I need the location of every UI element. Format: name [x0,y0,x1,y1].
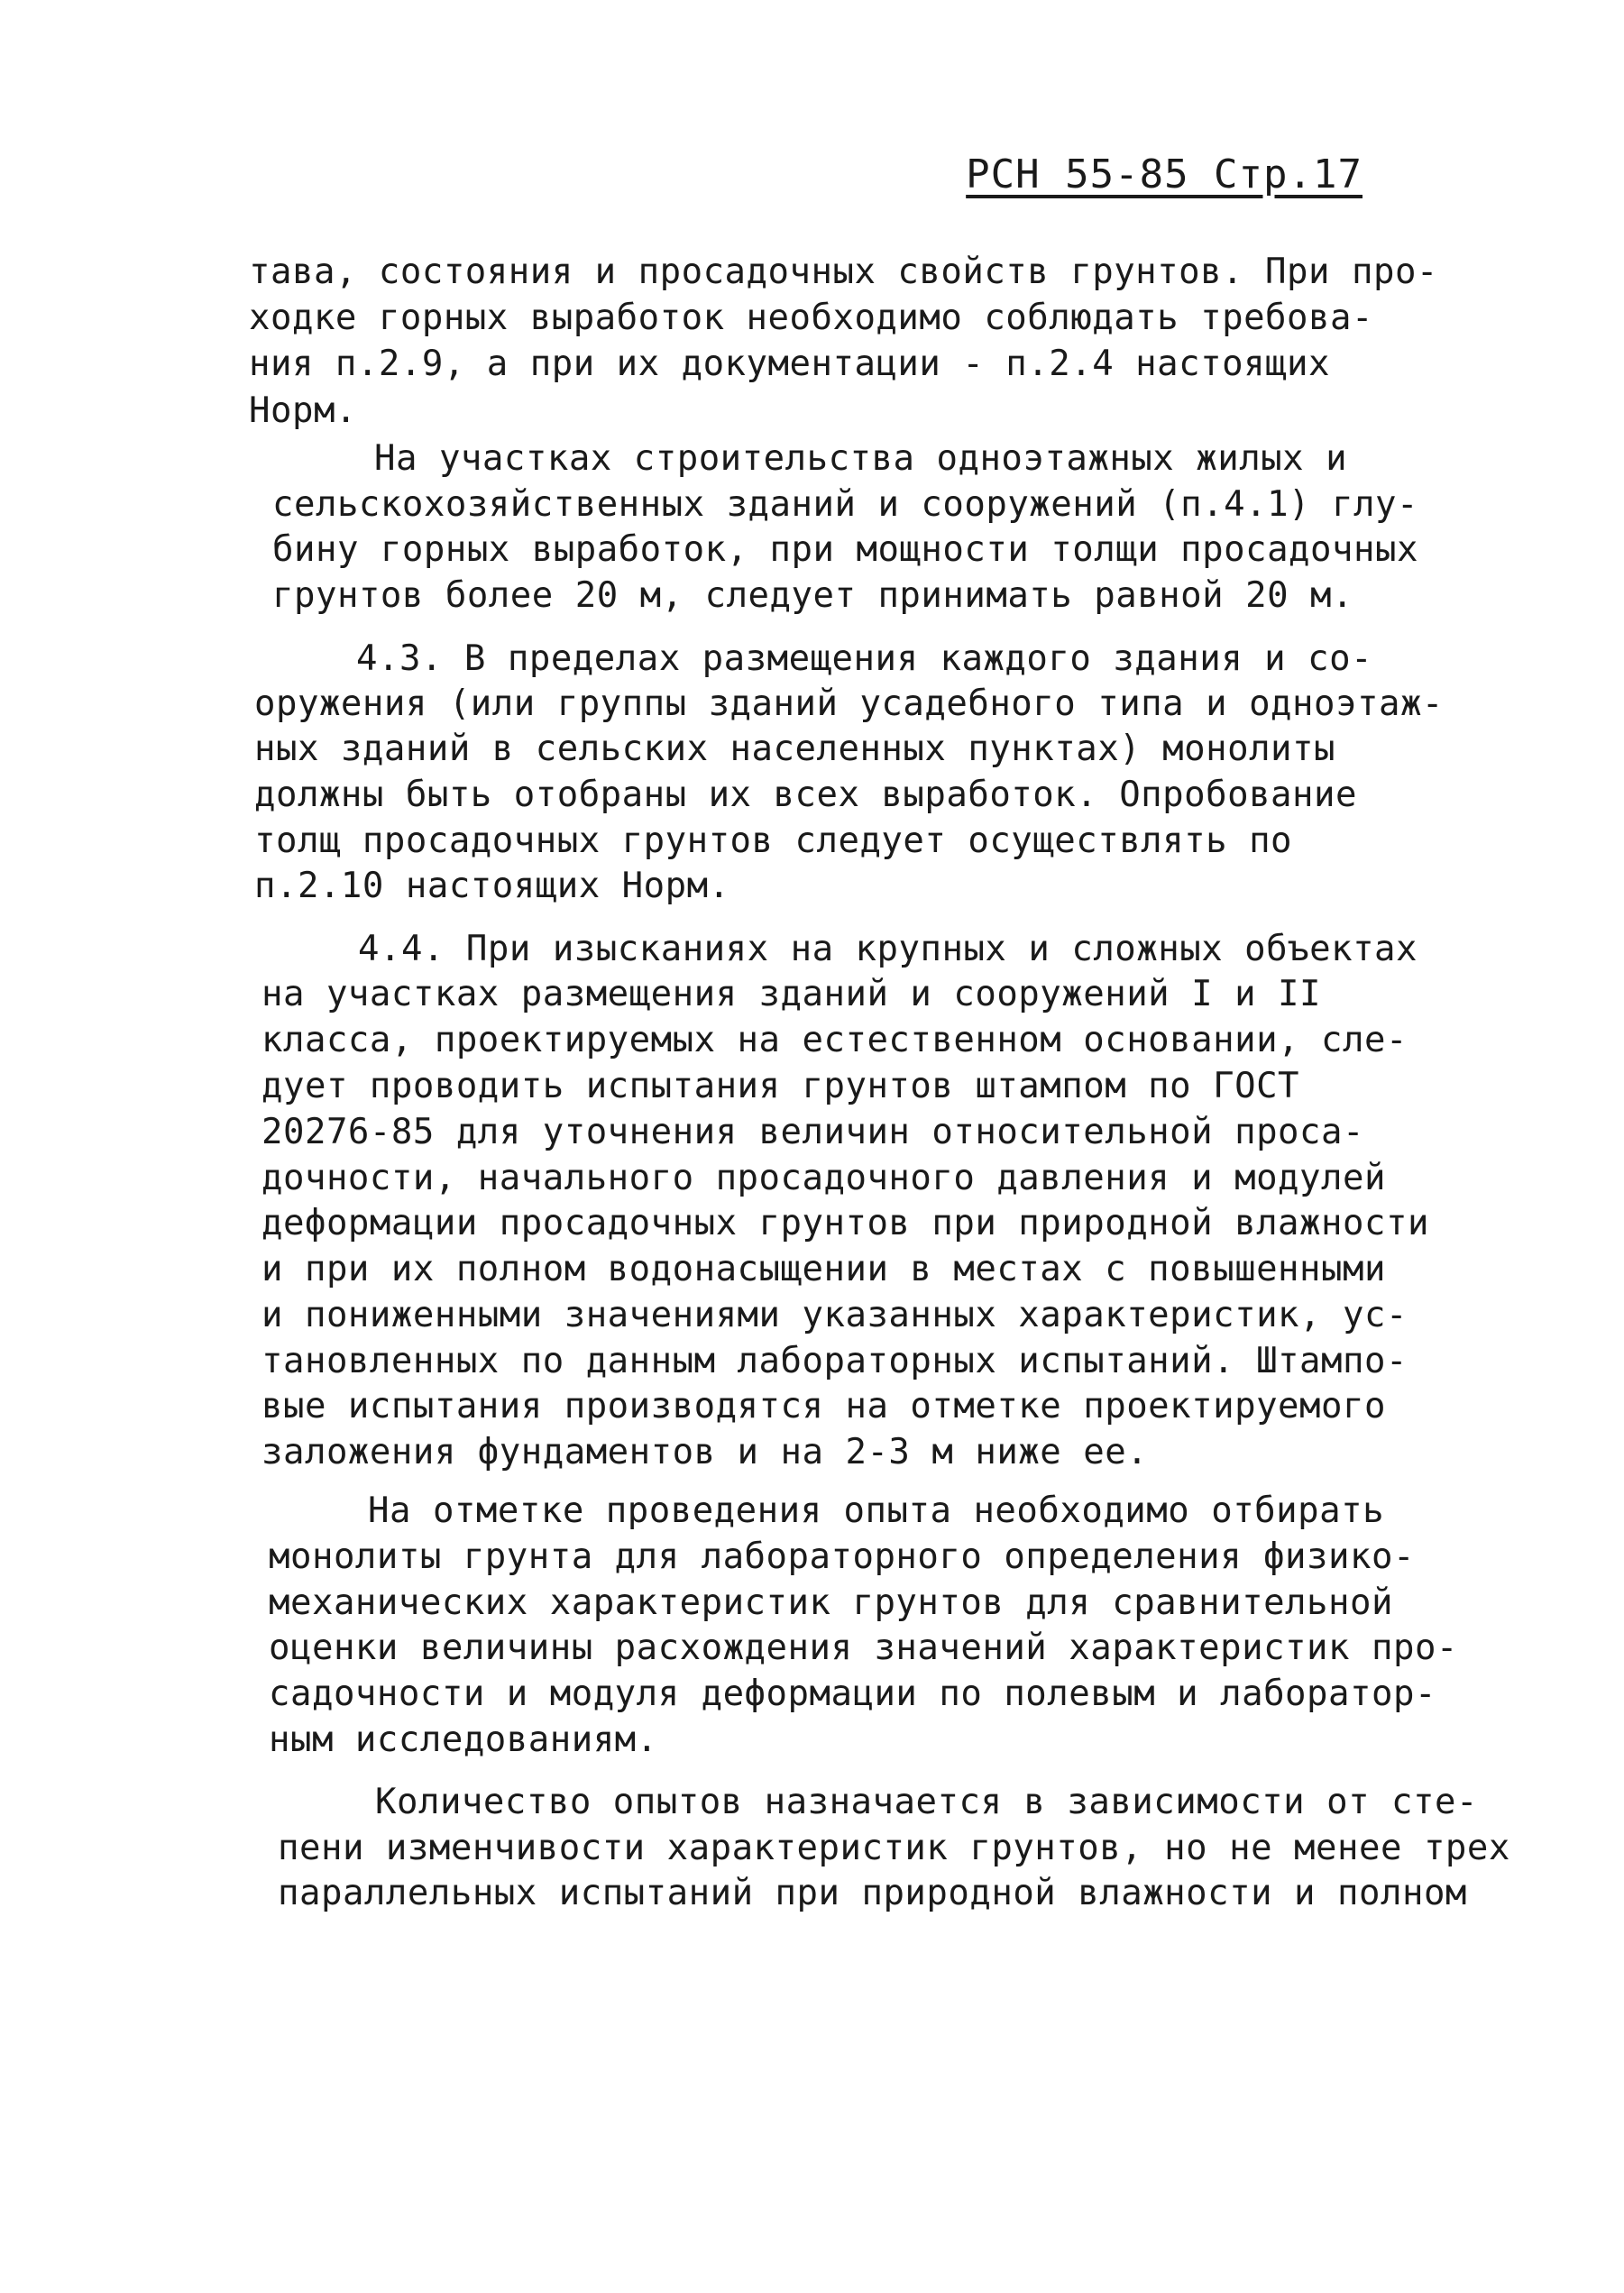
text-line: на участках размещения зданий и сооружений I и II [261,974,1322,1014]
text-line: параллельных испытаний при природной влажности и полном [278,1873,1467,1913]
text-line: тановленных по данным лабораторных испытаний. Штампо- [261,1341,1408,1381]
text-line: дует проводить испытания грунтов штампом по ГОСТ [261,1066,1300,1106]
text-line: На отметке проведения опыта необходимо отбирать [368,1490,1385,1531]
text-line: пени изменчивости характеристик грунтов, но не менее трех [278,1828,1510,1868]
text-line: деформации просадочных грунтов при природной влажности [261,1203,1429,1243]
text-line: ния п.2.9, а при их документации - п.2.4 настоящих [249,344,1330,384]
text-line: садочности и модуля деформации по полевым и лаборатор- [269,1674,1436,1714]
text-line: п.2.10 настоящих Норм. [254,866,730,906]
text-line: и при их полном водонасыщении в местах с повышенными [261,1249,1386,1289]
text-line: оружения (или группы зданий усадебного типа и одноэтаж- [254,683,1444,724]
text-line: механических характеристик грунтов для сравнительной [269,1582,1393,1623]
text-line: класса, проектируемых на естественном основании, сле- [261,1020,1408,1060]
text-line: 20276-85 для уточнения величин относительной проса- [261,1112,1364,1152]
text-line: грунтов более 20 м, следует принимать равной 20 м. [272,575,1353,616]
text-line: Норм. [249,390,357,431]
text-line: должны быть отобраны их всех выработок. Опробование [254,775,1357,815]
text-line: 4.4. При изысканиях на крупных и сложных объектах [358,929,1418,969]
text-line: тава, состояния и просадочных свойств грунтов. При про- [249,252,1438,292]
page-header-doc-ref: РСН 55-85 Стр.17 [966,151,1363,197]
text-line: оценки величины расхождения значений характеристик про- [269,1628,1458,1668]
text-line: На участках строительства одноэтажных жилых и [374,438,1348,479]
text-line: и пониженными значениями указанных характеристик, ус- [261,1295,1408,1335]
text-line: толщ просадочных грунтов следует осуществлять по [254,821,1293,861]
text-line: ным исследованиям. [269,1720,658,1760]
text-line: заложения фундаментов и на 2-3 м ниже ее. [261,1432,1149,1472]
text-line: вые испытания производятся на отметке проектируемого [261,1386,1386,1426]
text-line: ходке горных выработок необходимо соблюдать требова- [249,298,1373,338]
text-line: монолиты грунта для лабораторного определения физико- [269,1536,1415,1577]
text-line: ных зданий в сельских населенных пунктах) монолиты [254,729,1335,769]
text-line: бину горных выработок, при мощности толщи просадочных [272,529,1418,570]
text-line: дочности, начального просадочного давления и модулей [261,1158,1386,1198]
text-line: сельскохозяйственных зданий и сооружений (п.4.1) глу- [272,484,1418,525]
text-line: Количество опытов назначается в зависимости от сте- [375,1782,1478,1822]
text-line: 4.3. В пределах размещения каждого здания и со- [356,638,1373,679]
